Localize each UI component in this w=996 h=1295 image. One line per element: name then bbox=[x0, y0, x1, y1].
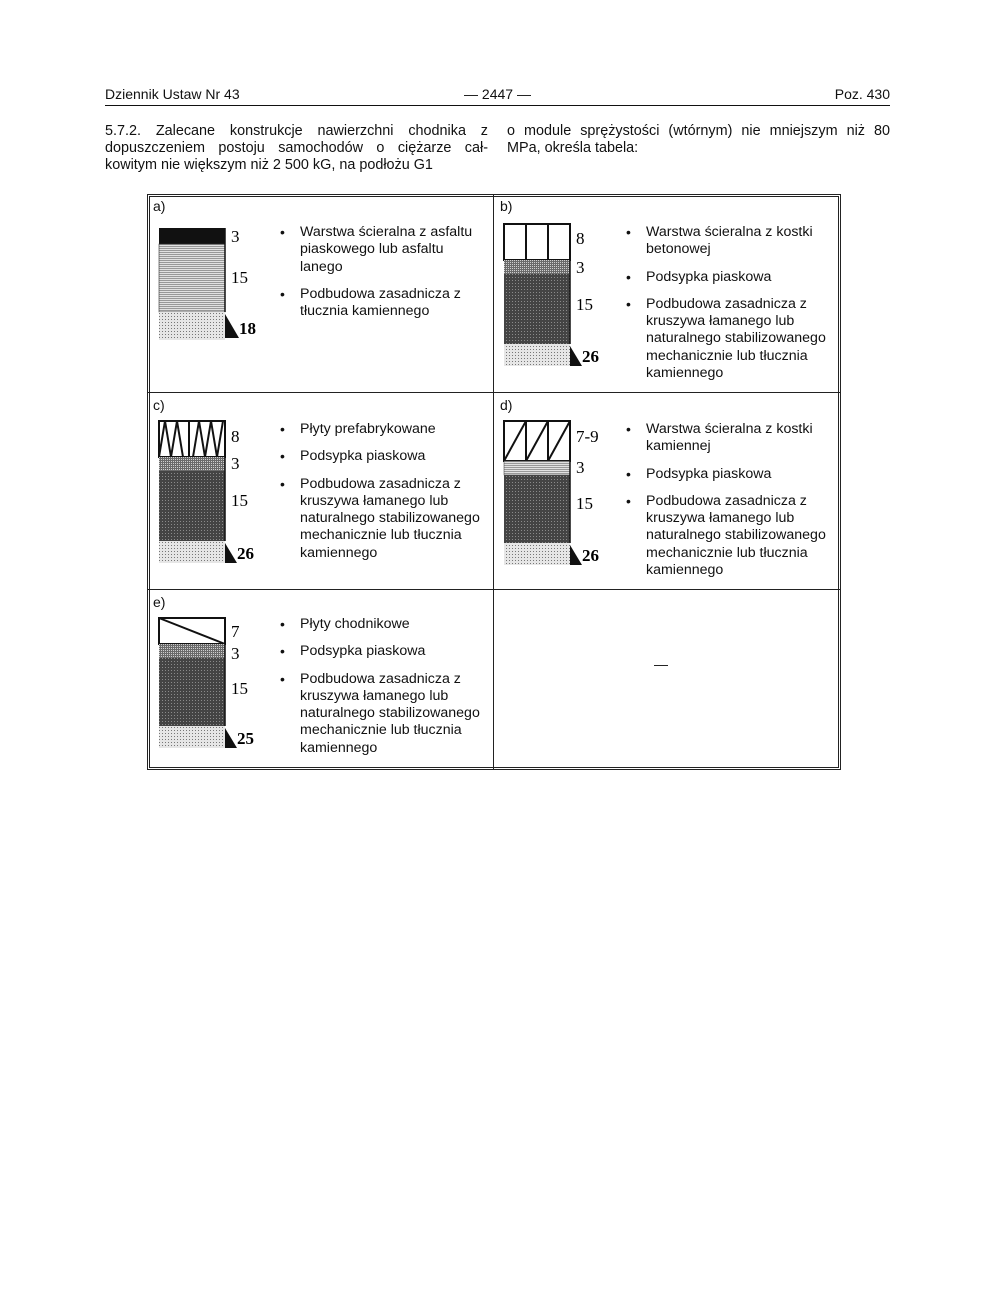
list-item: • Warstwa ścieralna z kostki betonowej bbox=[622, 224, 836, 259]
cell-empty bbox=[494, 590, 840, 770]
total-thickness: 26 bbox=[237, 544, 254, 563]
bedding-layer bbox=[159, 644, 225, 658]
cross-section-diagram-c bbox=[153, 419, 273, 569]
layer-list bbox=[276, 224, 488, 330]
base-layer bbox=[159, 658, 225, 726]
cross-section-diagram-a bbox=[153, 220, 273, 345]
layer-list bbox=[276, 421, 491, 572]
total-thickness-arrow-icon bbox=[225, 728, 237, 748]
bedding-layer bbox=[504, 260, 570, 274]
cross-section-diagram-e bbox=[153, 616, 273, 766]
layer-thickness: 8 bbox=[231, 427, 240, 446]
cross-section-diagram-d bbox=[500, 419, 630, 569]
cell-b bbox=[494, 194, 840, 392]
layer-thickness: 3 bbox=[576, 258, 585, 277]
list-item: • Podbudowa zasadnicza z kruszywa łamanego lub naturalnego stabilizowanego mechanicznie lub tłucznia kamiennego bbox=[622, 493, 836, 579]
layer-thickness: 15 bbox=[231, 268, 248, 287]
total-thickness-arrow-icon bbox=[570, 545, 582, 565]
layer-list bbox=[622, 421, 836, 589]
total-thickness: 26 bbox=[582, 347, 599, 366]
subgrade-layer bbox=[159, 541, 225, 563]
list-item: • Płyty prefabrykowane bbox=[276, 421, 491, 438]
list-item: • Podsypka piaskowa bbox=[622, 269, 836, 286]
list-item: • Podsypka piaskowa bbox=[622, 466, 836, 483]
journal-title: Dziennik Ustaw Nr 43 bbox=[105, 86, 240, 102]
cross-section-diagram-b bbox=[500, 220, 620, 370]
subgrade-layer bbox=[504, 543, 570, 565]
total-thickness-arrow-icon bbox=[570, 346, 582, 366]
subgrade-layer bbox=[159, 312, 225, 340]
list-item: • Podbudowa zasadnicza z kruszywa łamanego lub naturalnego stabilizowanego mechanicznie lub tłucznia kamiennego bbox=[276, 671, 491, 757]
layer-thickness: 8 bbox=[576, 229, 585, 248]
layer-thickness: 7-9 bbox=[576, 427, 599, 446]
bedding-layer bbox=[504, 461, 570, 475]
cell-label: c) bbox=[153, 397, 165, 413]
base-layer bbox=[504, 475, 570, 543]
cell-label: e) bbox=[153, 594, 166, 610]
empty-cell-mark: — bbox=[654, 656, 668, 672]
subgrade-layer bbox=[504, 344, 570, 366]
cell-label: a) bbox=[153, 198, 166, 214]
list-item: • Podsypka piaskowa bbox=[276, 643, 491, 660]
layer-thickness: 3 bbox=[576, 458, 585, 477]
layer-thickness: 15 bbox=[231, 491, 248, 510]
layer-thickness: 7 bbox=[231, 622, 240, 641]
cell-label: d) bbox=[500, 397, 513, 413]
list-item: • Płyty chodnikowe bbox=[276, 616, 491, 633]
base-layer bbox=[504, 274, 570, 344]
layer-list bbox=[622, 224, 836, 392]
layer-thickness: 3 bbox=[231, 454, 240, 473]
position-number: Poz. 430 bbox=[834, 86, 890, 102]
cell-label: b) bbox=[500, 198, 513, 214]
layer-thickness: 15 bbox=[576, 295, 593, 314]
intro-text-left: 5.7.2. Zalecane konstrukcje nawierzchni chodnika z dopuszczeniem postoju samochodów o ciężarze cał-kowitym nie większym niż 2 500 kG, na podłożu G1 bbox=[105, 123, 488, 173]
page-number: — 2447 — bbox=[464, 86, 531, 102]
layer-thickness: 15 bbox=[576, 494, 593, 513]
list-item: • Podbudowa zasadnicza z kruszywa łamanego lub naturalnego stabilizowanego mechanicznie lub tłucznia kamiennego bbox=[276, 476, 491, 562]
list-item: • Podbudowa zasadnicza z kruszywa łamanego lub naturalnego stabilizowanego mechanicznie lub tłucznia kamiennego bbox=[622, 296, 836, 382]
total-thickness-arrow-icon bbox=[225, 543, 237, 563]
cell-e bbox=[147, 590, 493, 770]
bedding-layer bbox=[159, 457, 225, 471]
list-item: • Warstwa ścieralna z kostki kamiennej bbox=[622, 421, 836, 456]
list-item: • Podsypka piaskowa bbox=[276, 448, 491, 465]
layer-thickness: 15 bbox=[231, 679, 248, 698]
cell-a bbox=[147, 194, 493, 392]
cell-c bbox=[147, 393, 493, 589]
wearing-layer bbox=[504, 224, 570, 260]
layer-thickness: 3 bbox=[231, 644, 240, 663]
list-item: • Warstwa ścieralna z asfaltu piaskowego lub asfaltu lanego bbox=[276, 224, 488, 276]
subgrade-layer bbox=[159, 726, 225, 748]
list-item: • Podbudowa zasadnicza z tłucznia kamiennego bbox=[276, 286, 488, 321]
cell-d bbox=[494, 393, 840, 589]
layer-thickness: 3 bbox=[231, 227, 240, 246]
pavement-table bbox=[147, 194, 841, 770]
wearing-layer bbox=[159, 228, 225, 244]
base-layer bbox=[159, 244, 225, 312]
total-thickness: 26 bbox=[582, 546, 599, 565]
layer-list bbox=[276, 616, 491, 767]
header-rule bbox=[105, 105, 890, 106]
total-thickness: 25 bbox=[237, 729, 254, 748]
total-thickness: 18 bbox=[239, 319, 256, 338]
intro-text-right: o module sprężystości (wtórnym) nie mniejszym niż 80 MPa, określa tabela: bbox=[507, 123, 890, 156]
base-layer bbox=[159, 471, 225, 541]
total-thickness-arrow-icon bbox=[225, 314, 239, 338]
